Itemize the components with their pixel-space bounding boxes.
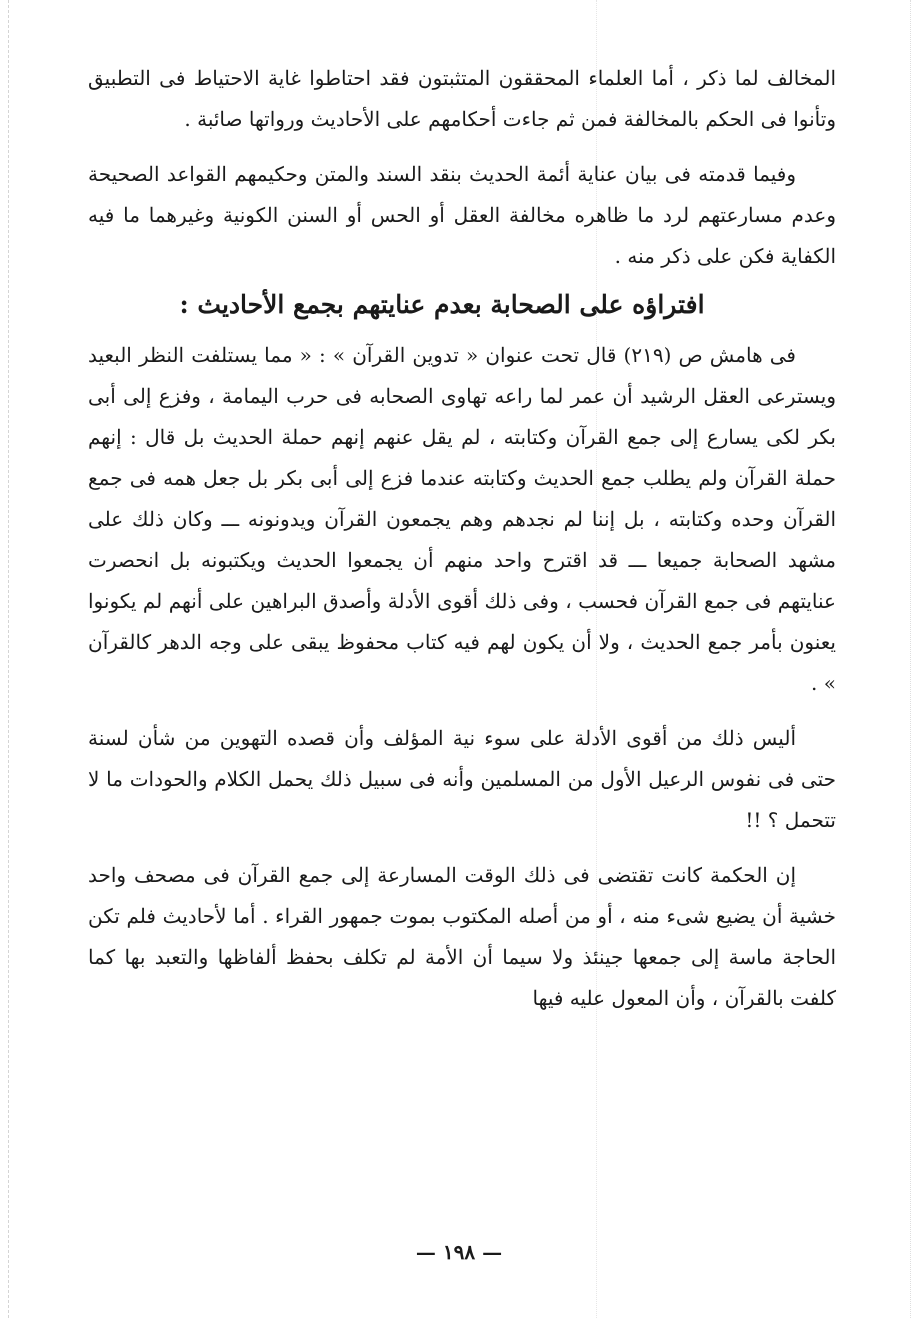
scan-margin-line	[8, 0, 9, 1318]
page-body	[88, 58, 836, 1019]
paragraph-2: وفيما قدمته فى بيان عناية أئمة الحديث بنقد السند والمتن وحكيمهم القواعد الصحيحة وعدم مسارعتهم لرد ما ظاهره مخالفة العقل أو الحس أو السنن الكونية وغيرهما ما فيه الكفاية فكن على ذكر منه .	[88, 162, 836, 268]
paragraph-3: فى هامش ص (٢١٩) قال تحت عنوان « تدوين القرآن » : « مما يستلفت النظر البعيد ويسترعى العقل الرشيد أن عمر لما راعه تهاوى الصحابه فى حرب اليمامة ، وفزع إلى أبى بكر لكى يسارع إلى جمع القرآن وكتابته ، لم يقل عنهم إنهم حملة الحديث بل قال : إنهم حملة القرآن ولم يطلب جمع الحديث وكتابته عندما فزع إلى أبى بكر بل جعل همه فى جمع القرآن وحده وكتابته ، بل إننا لم نجدهم وهم يجمعون القرآن ويدونونه ـــ وكان ذلك على مشهد الصحابة جميعا ـــ قد اقترح واحد منهم أن يجمعوا الحديث ويكتبونه بل انحصرت عنايتهم فى جمع القرآن فحسب ، وفى ذلك أقوى الأدلة وأصدق البراهين على أنهم لم يكونوا يعنون بأمر جمع الحديث ، ولا أن يكون لهم فيه كتاب محفوظ يبقى على وجه الدهر كالقرآن » .	[88, 343, 836, 695]
section-heading: افتراؤه على الصحابة بعدم عنايتهم بجمع الأحاديث :	[179, 290, 705, 319]
paragraph-gap	[88, 140, 836, 154]
scan-edge-line	[910, 0, 911, 1318]
paragraph-gap	[88, 841, 836, 855]
paragraph-5: إن الحكمة كانت تقتضى فى ذلك الوقت المسارعة إلى جمع القرآن فى مصحف واحد خشية أن يضيع شىء منه ، أو من أصله المكتوب بموت جمهور القراء . أما لأحاديث فلم تكن الحاجة ماسة إلى جمعها جينئذ ولا سيما أن الأمة لم تكلف بحفظ ألفاظها والتعبد بها كما كلفت بالقرآن ، وأن المعول عليه فيها	[88, 863, 836, 1010]
paragraph-4: أليس ذلك من أقوى الأدلة على سوء نية المؤلف وأن قصده التهوين من شأن لسنة حتى فى نفوس الرعيل الأول من المسلمين وأنه فى سبيل ذلك يحمل الكلام والحودات ما لا تتحمل ؟ !!	[88, 726, 836, 832]
paragraph-1: المخالف لما ذكر ، أما العلماء المحققون المتثبتون فقد احتاطوا غاية الاحتياط فى التطبيق وتأنوا فى الحكم بالمخالفة فمن ثم جاءت أحكامهم على الأحاديث ورواتها صائبة .	[88, 66, 836, 131]
paragraph-gap	[88, 704, 836, 718]
page-number: — ١٩٨ —	[415, 1240, 503, 1264]
